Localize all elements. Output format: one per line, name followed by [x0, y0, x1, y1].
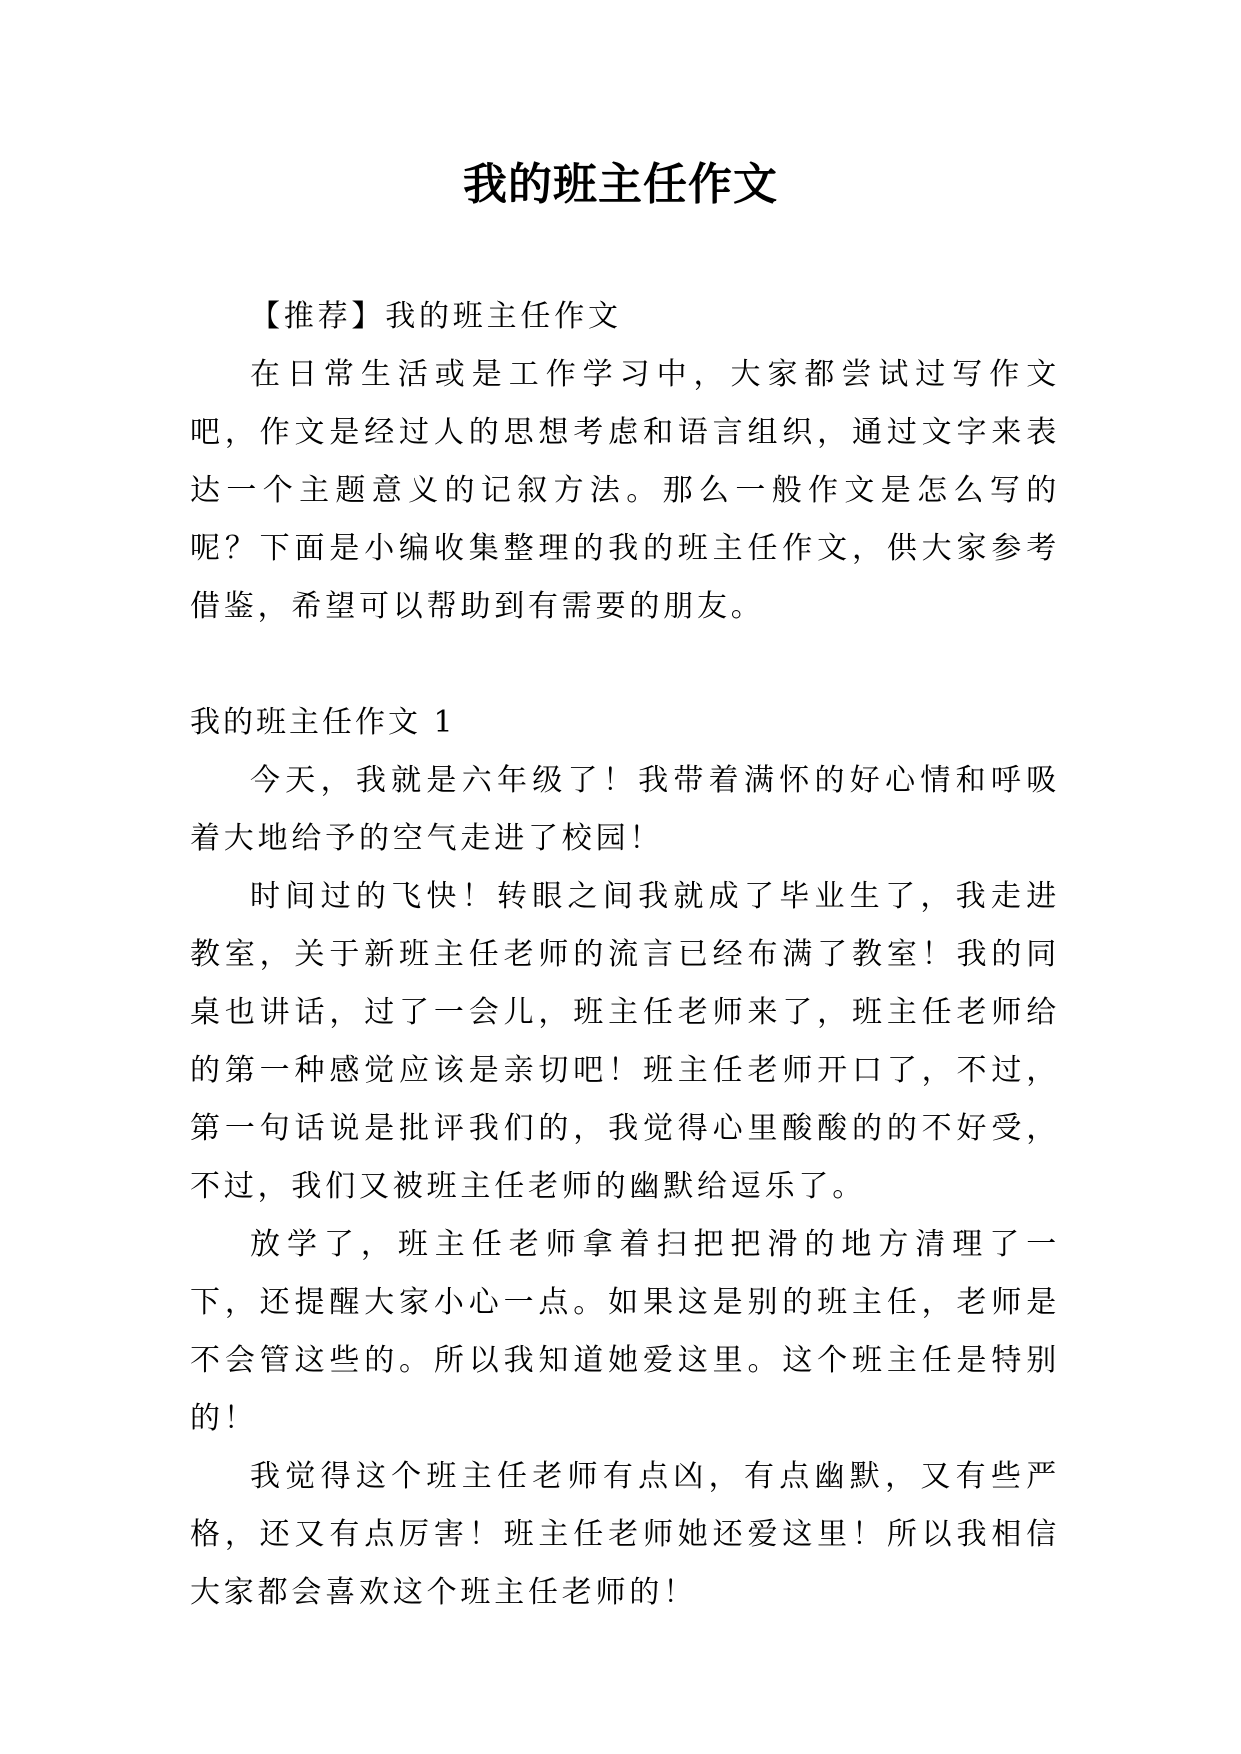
intro-heading: 【推荐】我的班主任作文 — [250, 299, 622, 334]
body-paragraph: 我觉得这个班主任老师有点凶，有点幽默，又有些严格，还又有点厉害！班主任老师她还爱这里！所以我相信大家都会喜欢这个班主任老师的！ — [190, 1459, 1060, 1610]
document-body — [190, 288, 1060, 1622]
body-paragraph: 今天，我就是六年级了！我带着满怀的好心情和呼吸着大地给予的空气走进了校园！ — [190, 763, 1060, 856]
section-heading: 我的班主任作文 1 — [190, 705, 456, 740]
intro-paragraph: 在日常生活或是工作学习中，大家都尝试过写作文吧，作文是经过人的思想考虑和语言组织，通过文字来表达一个主题意义的记叙方法。那么一般作文是怎么写的呢？下面是小编收集整理的我的班主任作文，供大家参考借鉴，希望可以帮助到有需要的朋友。 — [190, 357, 1060, 624]
body-paragraph: 放学了，班主任老师拿着扫把把滑的地方清理了一下，还提醒大家小心一点。如果这是别的班主任，老师是不会管这些的。所以我知道她爱这里。这个班主任是特别的！ — [190, 1227, 1060, 1436]
section-spacer — [190, 636, 1060, 694]
body-paragraph: 时间过的飞快！转眼之间我就成了毕业生了，我走进教室，关于新班主任老师的流言已经布满了教室！我的同桌也讲话，过了一会儿，班主任老师来了，班主任老师给的第一种感觉应该是亲切吧！班主任老师开口了，不过，第一句话说是批评我们的，我觉得心里酸酸的的不好受，不过，我们又被班主任老师的幽默给逗乐了。 — [190, 879, 1060, 1204]
document-title: 我的班主任作文 — [463, 159, 778, 210]
